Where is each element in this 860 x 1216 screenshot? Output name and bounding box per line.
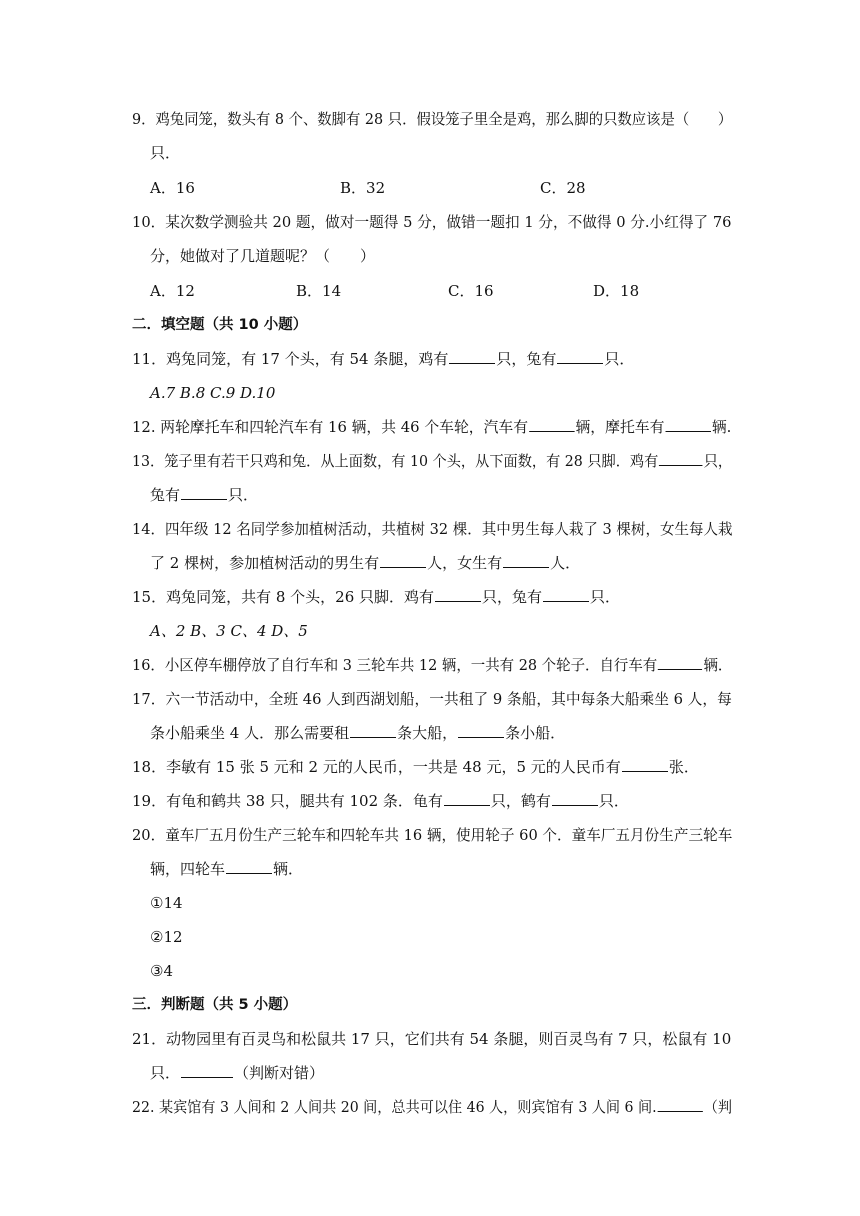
question-9-option-c[interactable]: C．28 [540,179,586,197]
question-15-choices: A、2 B、3 C、4 D、5 [150,622,308,640]
answer-blank[interactable] [659,451,703,466]
question-9-text-cont: 只． [150,144,181,162]
question-13-text-cont: 兔有 只． [150,486,259,504]
answer-blank[interactable] [435,587,481,602]
answer-blank[interactable] [552,791,598,806]
answer-blank[interactable] [557,349,603,364]
question-21-text-cont: 只． （判断对错） [150,1064,325,1082]
answer-blank[interactable] [665,417,710,432]
question-22-text: 22. 某宾馆有 3 人间和 2 人间共 20 间，总共可以住 46 人，则宾馆有 3 人间 6 间. （判 [132,1098,733,1116]
section-heading-true-false: 三．判断题（共 5 小题） [132,997,298,1013]
answer-blank[interactable] [350,723,396,738]
question-11-text: 11．鸡兔同笼，有 17 个头，有 54 条腿，鸡有 只，兔有 只． [132,350,635,368]
question-20-text-cont: 辆，四轮车 辆． [150,860,304,878]
question-21-text: 21．动物园里有百灵鸟和松鼠共 17 只，它们共有 54 条腿，则百灵鸟有 7 只，松鼠有 10 [132,1030,732,1048]
answer-blank[interactable] [503,553,549,568]
answer-blank[interactable] [658,1097,703,1112]
question-10-option-a[interactable]: A．12 [150,282,195,300]
question-10-option-c[interactable]: C．16 [448,282,494,300]
question-10-text: 10．某次数学测验共 20 题，做对一题得 5 分，做错一题扣 1 分，不做得 0 分.小红得了 76 [132,213,732,231]
answer-blank[interactable] [622,757,668,772]
question-16-text: 16．小区停车棚停放了自行车和 3 三轮车共 12 辆，一共有 28 个轮子．自行车有 辆． [132,656,733,674]
question-18-text: 18．李敏有 15 张 5 元和 2 元的人民币，一共是 48 元，5 元的人民币有 张． [132,758,699,776]
question-12-text: 12. 两轮摩托车和四轮汽车有 16 辆，共 46 个车轮，汽车有 辆，摩托车有 辆. [132,418,732,436]
answer-blank[interactable] [458,723,504,738]
question-20-choice-1: ①14 [150,894,183,912]
answer-blank[interactable] [181,485,227,500]
section-heading-fill-in: 二．填空题（共 10 小题） [132,317,308,333]
question-20-choice-3: ③4 [150,962,173,980]
answer-blank[interactable] [181,1063,233,1078]
question-17-text-cont: 条小船乘坐 4 人．那么需要租 条大船， 条小船． [150,724,566,742]
question-15-text: 15．鸡兔同笼，共有 8 个头，26 只脚．鸡有 只，兔有 只． [132,588,621,606]
question-20-choice-2: ②12 [150,928,183,946]
question-11-choices: A.7 B.8 C.9 D.10 [150,384,276,402]
question-14-text-cont: 了 2 棵树，参加植树活动的男生有 人，女生有 人． [150,554,581,572]
answer-blank[interactable] [444,791,490,806]
answer-blank[interactable] [449,349,495,364]
question-10-option-b[interactable]: B．14 [296,282,342,300]
question-13-text: 13．笼子里有若干只鸡和兔．从上面数，有 10 个头，从下面数，有 28 只脚．鸡有 只， [132,452,733,470]
question-14-text: 14．四年级 12 名同学参加植树活动，共植树 32 棵．其中男生每人栽了 3 棵树，女生每人栽 [132,520,733,538]
question-9-option-b[interactable]: B．32 [340,179,386,197]
answer-blank[interactable] [529,417,574,432]
question-10-text-cont: 分，她做对了几道题呢？（ ） [150,247,376,265]
answer-blank[interactable] [543,587,589,602]
question-9-option-a[interactable]: A．16 [150,179,195,197]
question-10-option-d[interactable]: D．18 [593,282,640,300]
answer-blank[interactable] [380,553,426,568]
question-9-text: 9．鸡兔同笼，数头有 8 个、数脚有 28 只．假设笼子里全是鸡，那么脚的只数应该是（ ） [132,110,733,128]
question-19-text: 19．有龟和鹤共 38 只，腿共有 102 条．龟有 只，鹤有 只． [132,792,629,810]
question-17-text: 17．六一节活动中，全班 46 人到西湖划船，一共租了 9 条船，其中每条大船乘坐 6 人，每 [132,690,732,708]
question-20-text: 20．童车厂五月份生产三轮车和四轮车共 16 辆，使用轮子 60 个．童车厂五月份生产三轮车 [132,826,733,844]
answer-blank[interactable] [658,655,702,670]
answer-blank[interactable] [226,859,272,874]
